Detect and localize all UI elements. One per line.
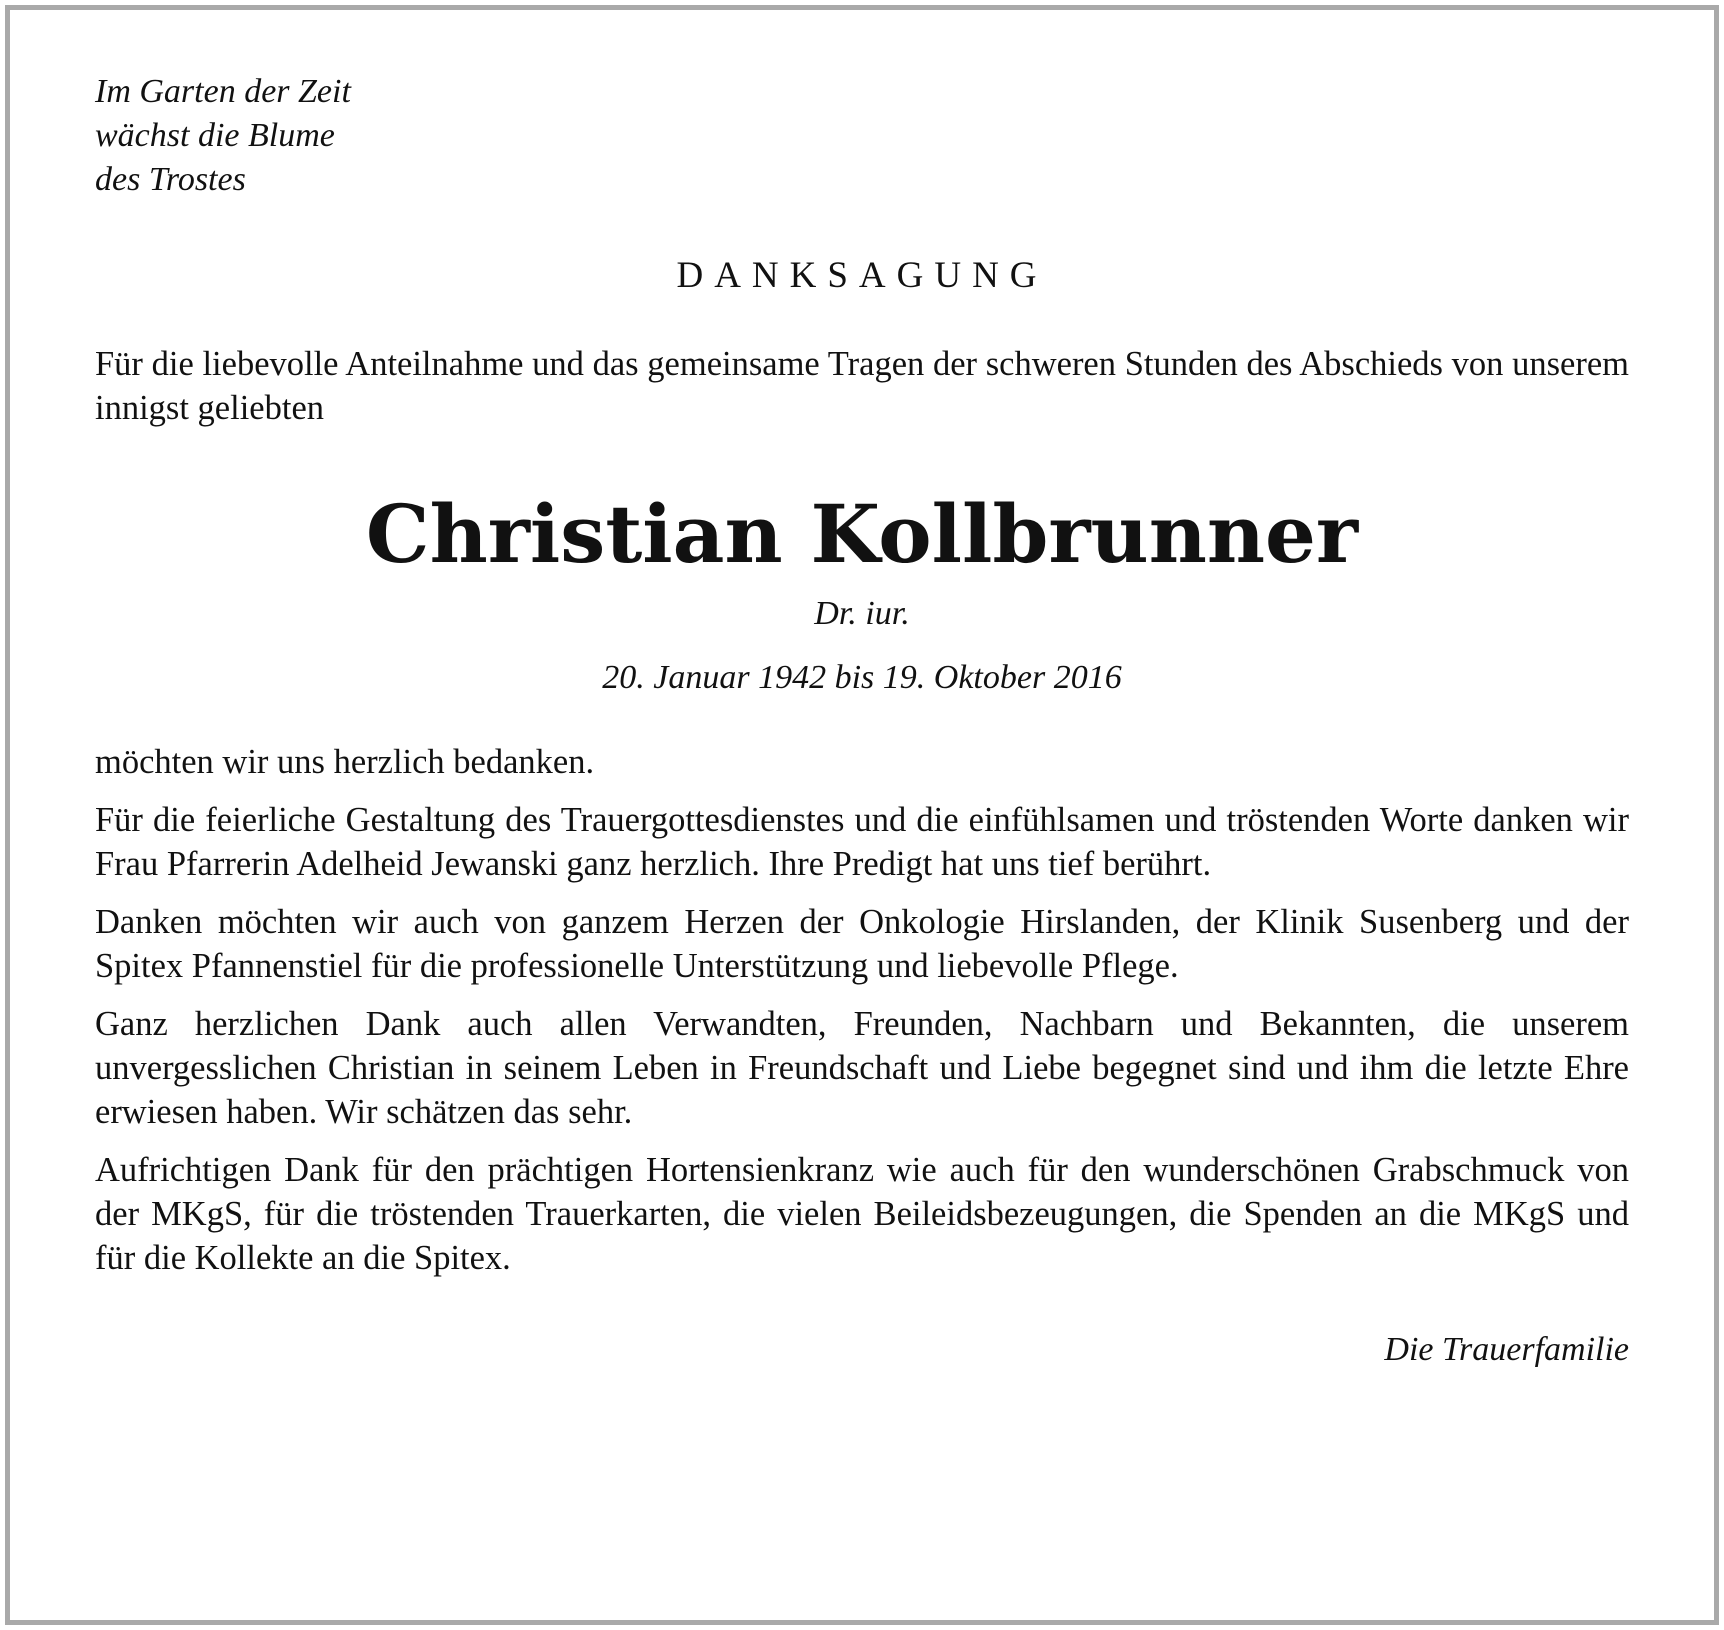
- intro-paragraph: Für die liebevolle Anteilnahme und das gemeinsame Tragen der schweren Stunden des Abschieds von unserem innigst geliebten: [95, 345, 1629, 427]
- motto: [95, 70, 1629, 202]
- motto-line: wächst die Blume: [95, 117, 335, 154]
- life-dates: 20. Januar 1942 bis 19. Oktober 2016: [602, 659, 1122, 696]
- deceased-name: Christian Kollbrunner: [365, 487, 1359, 581]
- obituary-notice: [95, 70, 1629, 1372]
- notice-title: DANKSAGUNG: [676, 255, 1048, 296]
- motto-line: Im Garten der Zeit: [95, 73, 351, 110]
- thanks-paragraph: Ganz herzlichen Dank auch allen Verwandten, Freunden, Nachbarn und Bekannten, die unserem unvergesslichen Christian in seinem Leben in Freundschaft und Liebe begegnet sind und ihm die letzte Ehre erwiesen haben. Wir schätzen das sehr.: [95, 1005, 1629, 1131]
- thanks-paragraph: Danken möchten wir auch von ganzem Herzen der Onkologie Hirslanden, der Klinik Susenberg und der Spitex Pfannenstiel für die professionelle Unterstützung und liebevolle Pflege.: [95, 903, 1629, 985]
- thanks-paragraph: Für die feierliche Gestaltung des Trauergottesdienstes und die einfühlsamen und tröstenden Worte danken wir Frau Pfarrerin Adelheid Jewanski ganz herzlich. Ihre Predigt hat uns tief berührt.: [95, 801, 1629, 883]
- signature: Die Trauerfamilie: [1384, 1331, 1629, 1368]
- thanks-paragraph: Aufrichtigen Dank für den prächtigen Hortensienkranz wie auch für den wunderschönen Grabschmuck von der MKgS, für die tröstenden Trauerkarten, die vielen Beileidsbezeugungen, die Spenden an die MKgS und für die Kollekte an die Spitex.: [95, 1151, 1629, 1277]
- motto-line: des Trostes: [95, 161, 246, 198]
- thanks-paragraph: möchten wir uns herzlich bedanken.: [95, 743, 595, 781]
- deceased-degree: Dr. iur.: [814, 595, 910, 632]
